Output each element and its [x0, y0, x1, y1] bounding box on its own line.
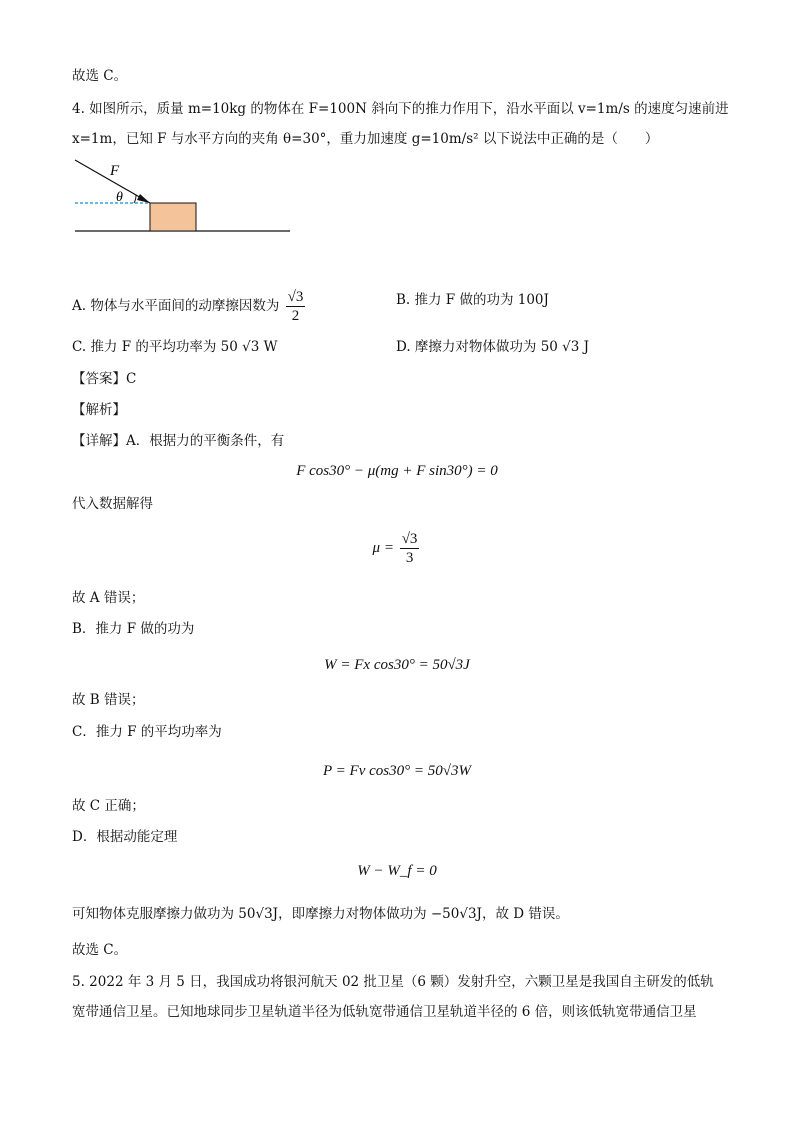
- force-label: F: [110, 163, 120, 179]
- option-a-denominator: 2: [291, 308, 300, 324]
- equation-4: P = Fv cos30° = 50√3W: [323, 763, 471, 779]
- question-4-line-1: 4. 如图所示，质量 m=10kg 的物体在 F=100N 斜向下的推力作用下，沿水平面以 v=1m/s 的速度匀速前进: [72, 101, 729, 117]
- a-conclusion: 故 A 错误；: [72, 590, 145, 606]
- question-5-line-1: 5. 2022 年 3 月 5 日，我国成功将银河航天 02 批卫星（6 颗）发射升空，六颗卫星是我国自主研发的低轨: [72, 974, 714, 990]
- text-line: 故选 C。: [72, 942, 128, 958]
- equation-5: W − W_f = 0: [357, 863, 437, 879]
- force-diagram: [70, 155, 300, 240]
- option-d: D. 摩擦力对物体做功为 50 √3 J: [396, 339, 590, 355]
- option-c: C. 推力 F 的平均功率为 50 √3 W: [72, 339, 278, 355]
- substitute-line: 代入数据解得: [72, 496, 153, 512]
- block: [150, 203, 196, 231]
- angle-label: θ: [116, 190, 123, 205]
- option-b: B. 推力 F 做的功为 100J: [396, 292, 549, 308]
- option-a-numerator: √3: [287, 289, 304, 305]
- text-line: 故选 C。: [72, 68, 128, 84]
- equation-2: μ = $\frac{√3}{3}$: [372, 531, 418, 566]
- arrow-head: [137, 194, 150, 203]
- c-heading: C．推力 F 的平均功率为: [72, 724, 222, 740]
- question-4-line-2: x=1m，已知 F 与水平方向的夹角 θ=30°，重力加速度 g=10m/s² 以下说法中正确的是（ ）: [72, 131, 659, 147]
- equation-3: W = Fx cos30° = 50√3J: [324, 657, 470, 673]
- d-conclusion: 可知物体克服摩擦力做功为 50√3J，即摩擦力对物体做功为 −50√3J，故 D 错误。: [72, 906, 569, 922]
- c-conclusion: 故 C 正确；: [72, 798, 145, 814]
- d-heading: D．根据动能定理: [72, 829, 178, 845]
- option-a: A. 物体与水平面间的动摩擦因数为 $\frac{√3}{2}$: [72, 289, 304, 324]
- answer-label: 【答案】C: [72, 371, 137, 387]
- b-conclusion: 故 B 错误；: [72, 692, 145, 708]
- detail-line: 【详解】A．根据力的平衡条件，有: [72, 433, 285, 449]
- equation-1: F cos30° − μ(mg + F sin30°) = 0: [296, 463, 498, 479]
- question-5-line-2: 宽带通信卫星。已知地球同步卫星轨道半径为低轨宽带通信卫星轨道半径的 6 倍，则该低轨宽带通信卫星: [72, 1004, 697, 1020]
- analysis-label: 【解析】: [72, 402, 126, 418]
- angle-arc: [134, 195, 136, 203]
- b-heading: B．推力 F 做的功为: [72, 621, 195, 637]
